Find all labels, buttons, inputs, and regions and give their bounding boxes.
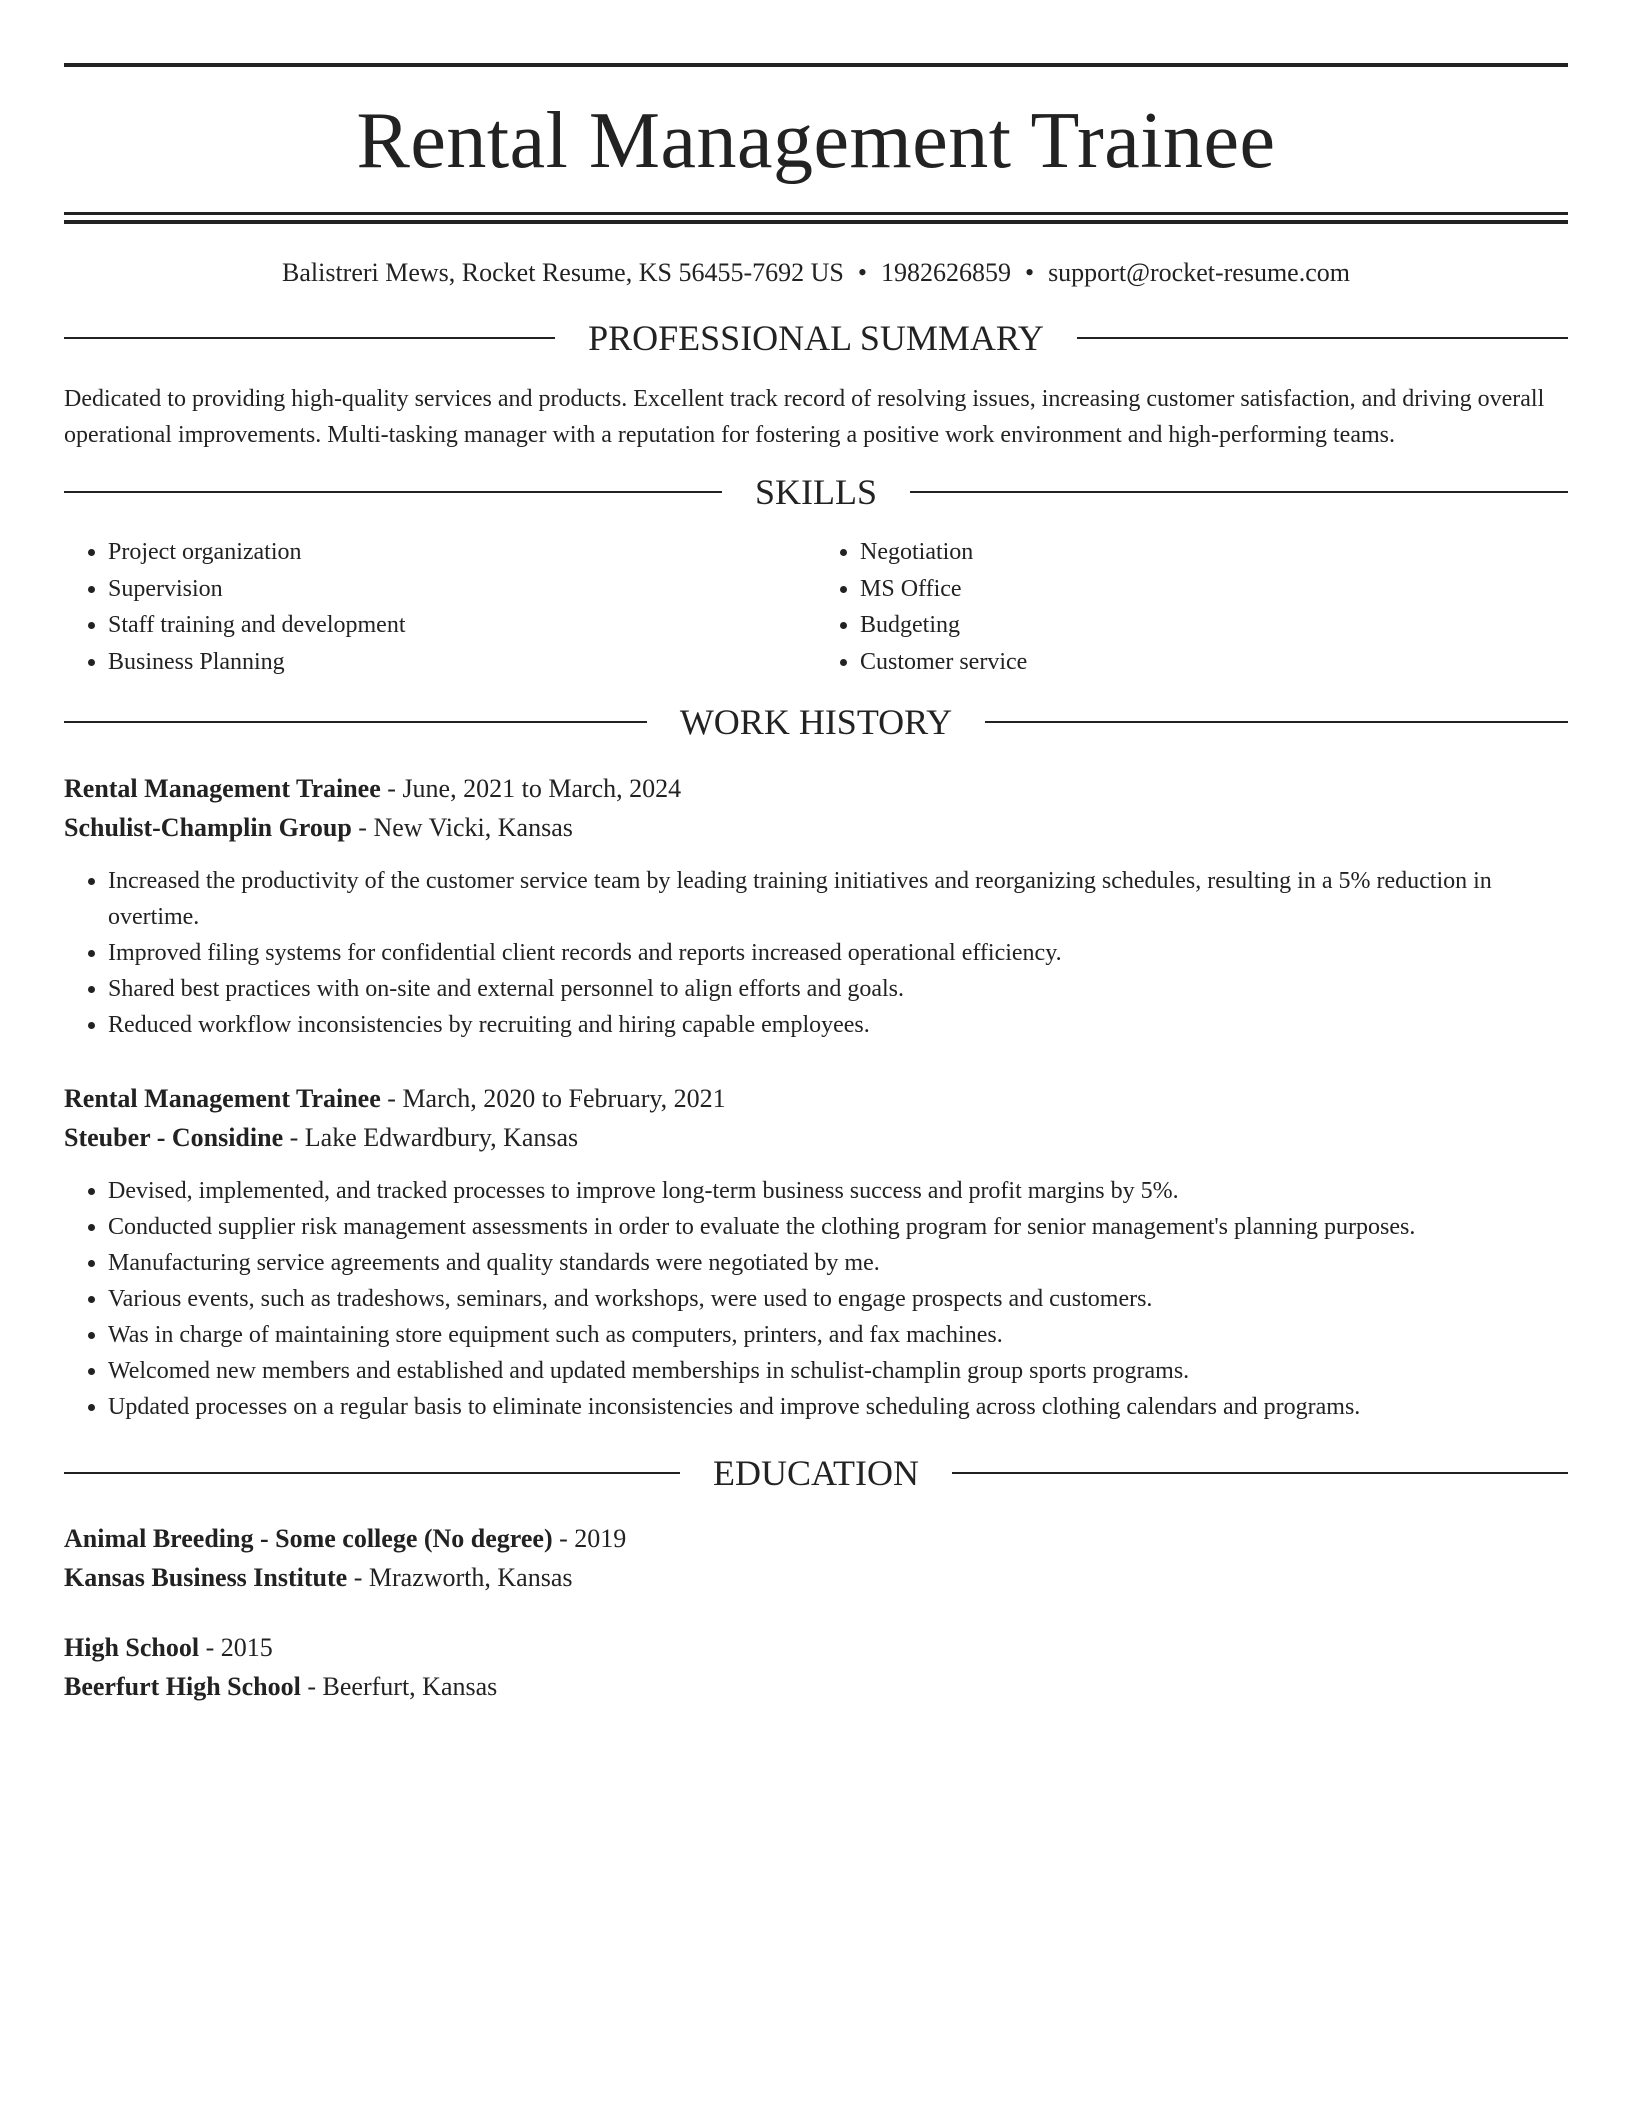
contact-separator: • bbox=[1024, 258, 1035, 287]
contact-phone: 1982626859 bbox=[880, 258, 1011, 287]
education-school-line bbox=[64, 1558, 1568, 1597]
education-school: Kansas Business Institute bbox=[64, 1563, 348, 1592]
job-bullet: • Improved filing systems for confidential client records and reports increased operational efficiency. bbox=[108, 935, 1568, 971]
job-location: Lake Edwardbury, Kansas bbox=[304, 1123, 579, 1152]
heading-rule-right bbox=[985, 721, 1568, 723]
skill-item: • Budgeting bbox=[860, 607, 1568, 644]
education-entry bbox=[64, 1628, 1568, 1706]
summary-heading-text: PROFESSIONAL SUMMARY bbox=[588, 318, 1044, 358]
skill-item: • Customer service bbox=[860, 644, 1568, 681]
skill-item: • MS Office bbox=[860, 571, 1568, 608]
job-location: New Vicki, Kansas bbox=[373, 813, 573, 842]
dash: - bbox=[559, 1524, 568, 1553]
contact-address: Balistreri Mews, Rocket Resume, KS 56455-7692 US bbox=[282, 258, 844, 287]
job-bullets bbox=[64, 1173, 1568, 1425]
skills-heading-text: SKILLS bbox=[755, 472, 878, 512]
heading-rule-left bbox=[64, 491, 722, 493]
header-double-rule bbox=[64, 212, 1568, 224]
heading-rule-right bbox=[952, 1472, 1568, 1474]
skills-list-left bbox=[64, 534, 816, 680]
job-bullet: • Reduced workflow inconsistencies by recruiting and hiring capable employees. bbox=[108, 1007, 1568, 1043]
education-school-line bbox=[64, 1667, 1568, 1706]
job-company-line bbox=[64, 1118, 1568, 1157]
job-bullets bbox=[64, 863, 1568, 1043]
job-title-line bbox=[64, 769, 1568, 808]
job-bullet: • Welcomed new members and established and updated memberships in schulist-champlin group sports programs. bbox=[108, 1353, 1568, 1389]
skill-item: • Staff training and development bbox=[108, 607, 816, 644]
job-entry bbox=[64, 769, 1568, 1043]
skills-section-heading bbox=[64, 472, 1568, 512]
job-bullet: • Various events, such as tradeshows, seminars, and workshops, were used to engage prospects and customers. bbox=[108, 1281, 1568, 1317]
heading-rule-left bbox=[64, 721, 647, 723]
job-dates: June, 2021 to March, 2024 bbox=[402, 774, 682, 803]
dash: - bbox=[387, 774, 396, 803]
heading-rule-left bbox=[64, 1472, 680, 1474]
dash: - bbox=[205, 1633, 215, 1662]
summary-paragraph: Dedicated to providing high-quality services and products. Excellent track record of resolving issues, increasing customer satisfaction, and driving overall operational improvements. Multi-tasking manager with a reputation for fostering a positive work environment and high-performing teams. bbox=[64, 386, 1545, 448]
contact-line bbox=[64, 258, 1568, 288]
job-dates: March, 2020 to February, 2021 bbox=[402, 1084, 726, 1113]
dash: - bbox=[307, 1672, 317, 1701]
heading-rule-right bbox=[910, 491, 1568, 493]
education-degree: High School bbox=[64, 1633, 200, 1662]
education-heading-text: EDUCATION bbox=[713, 1453, 919, 1493]
job-bullet: • Conducted supplier risk management assessments in order to evaluate the clothing program for senior management's planning purposes. bbox=[108, 1209, 1568, 1245]
skill-item: • Project organization bbox=[108, 534, 816, 571]
contact-separator: • bbox=[857, 258, 867, 287]
education-location: Mrazworth, Kansas bbox=[368, 1563, 573, 1592]
job-company-line bbox=[64, 808, 1568, 847]
job-bullet: • Manufacturing service agreements and quality standards were negotiated by me. bbox=[108, 1245, 1568, 1281]
work-heading-text: WORK HISTORY bbox=[679, 702, 953, 742]
skills-columns bbox=[64, 534, 1568, 680]
education-degree-line bbox=[64, 1628, 1568, 1667]
education-section-heading bbox=[64, 1453, 1568, 1493]
skills-list-right bbox=[816, 534, 1568, 680]
education-location: Beerfurt, Kansas bbox=[322, 1672, 498, 1701]
skill-item: • Negotiation bbox=[860, 534, 1568, 571]
education-degree-line bbox=[64, 1519, 1568, 1558]
work-section-heading bbox=[64, 702, 1568, 742]
job-bullet: • Devised, implemented, and tracked processes to improve long-term business success and profit margins by 5%. bbox=[108, 1173, 1568, 1209]
job-company: Steuber - Considine bbox=[64, 1123, 284, 1152]
dash: - bbox=[358, 813, 367, 842]
job-company: Schulist-Champlin Group bbox=[64, 813, 352, 842]
job-bullet: • Increased the productivity of the customer service team by leading training initiatives and reorganizing schedules, resulting in a 5% reduction in overtime. bbox=[108, 863, 1568, 935]
job-title-line bbox=[64, 1079, 1568, 1118]
candidate-name: Rental Management Trainee bbox=[356, 97, 1276, 185]
heading-rule-right bbox=[1077, 337, 1568, 339]
job-bullet: • Updated processes on a regular basis to eliminate inconsistencies and improve scheduling across clothing calendars and programs. bbox=[108, 1389, 1568, 1425]
dash: - bbox=[353, 1563, 363, 1592]
dash: - bbox=[387, 1084, 396, 1113]
job-title: Rental Management Trainee bbox=[64, 1084, 381, 1113]
job-entry bbox=[64, 1079, 1568, 1425]
summary-section-heading bbox=[64, 318, 1568, 358]
education-year: 2019 bbox=[574, 1524, 627, 1553]
education-school: Beerfurt High School bbox=[64, 1672, 301, 1701]
skill-item: • Supervision bbox=[108, 571, 816, 608]
education-year: 2015 bbox=[220, 1633, 273, 1662]
dash: - bbox=[289, 1123, 299, 1152]
education-degree: Animal Breeding - Some college (No degree) bbox=[64, 1524, 553, 1553]
education-entry bbox=[64, 1519, 1568, 1597]
heading-rule-left bbox=[64, 337, 555, 339]
job-title: Rental Management Trainee bbox=[64, 774, 381, 803]
job-bullet: • Shared best practices with on-site and external personnel to align efforts and goals. bbox=[108, 971, 1568, 1007]
job-bullet: • Was in charge of maintaining store equipment such as computers, printers, and fax machines. bbox=[108, 1317, 1568, 1353]
contact-email: support@rocket-resume.com bbox=[1048, 258, 1350, 287]
skill-item: • Business Planning bbox=[108, 644, 816, 681]
header-top-rule bbox=[64, 63, 1568, 67]
